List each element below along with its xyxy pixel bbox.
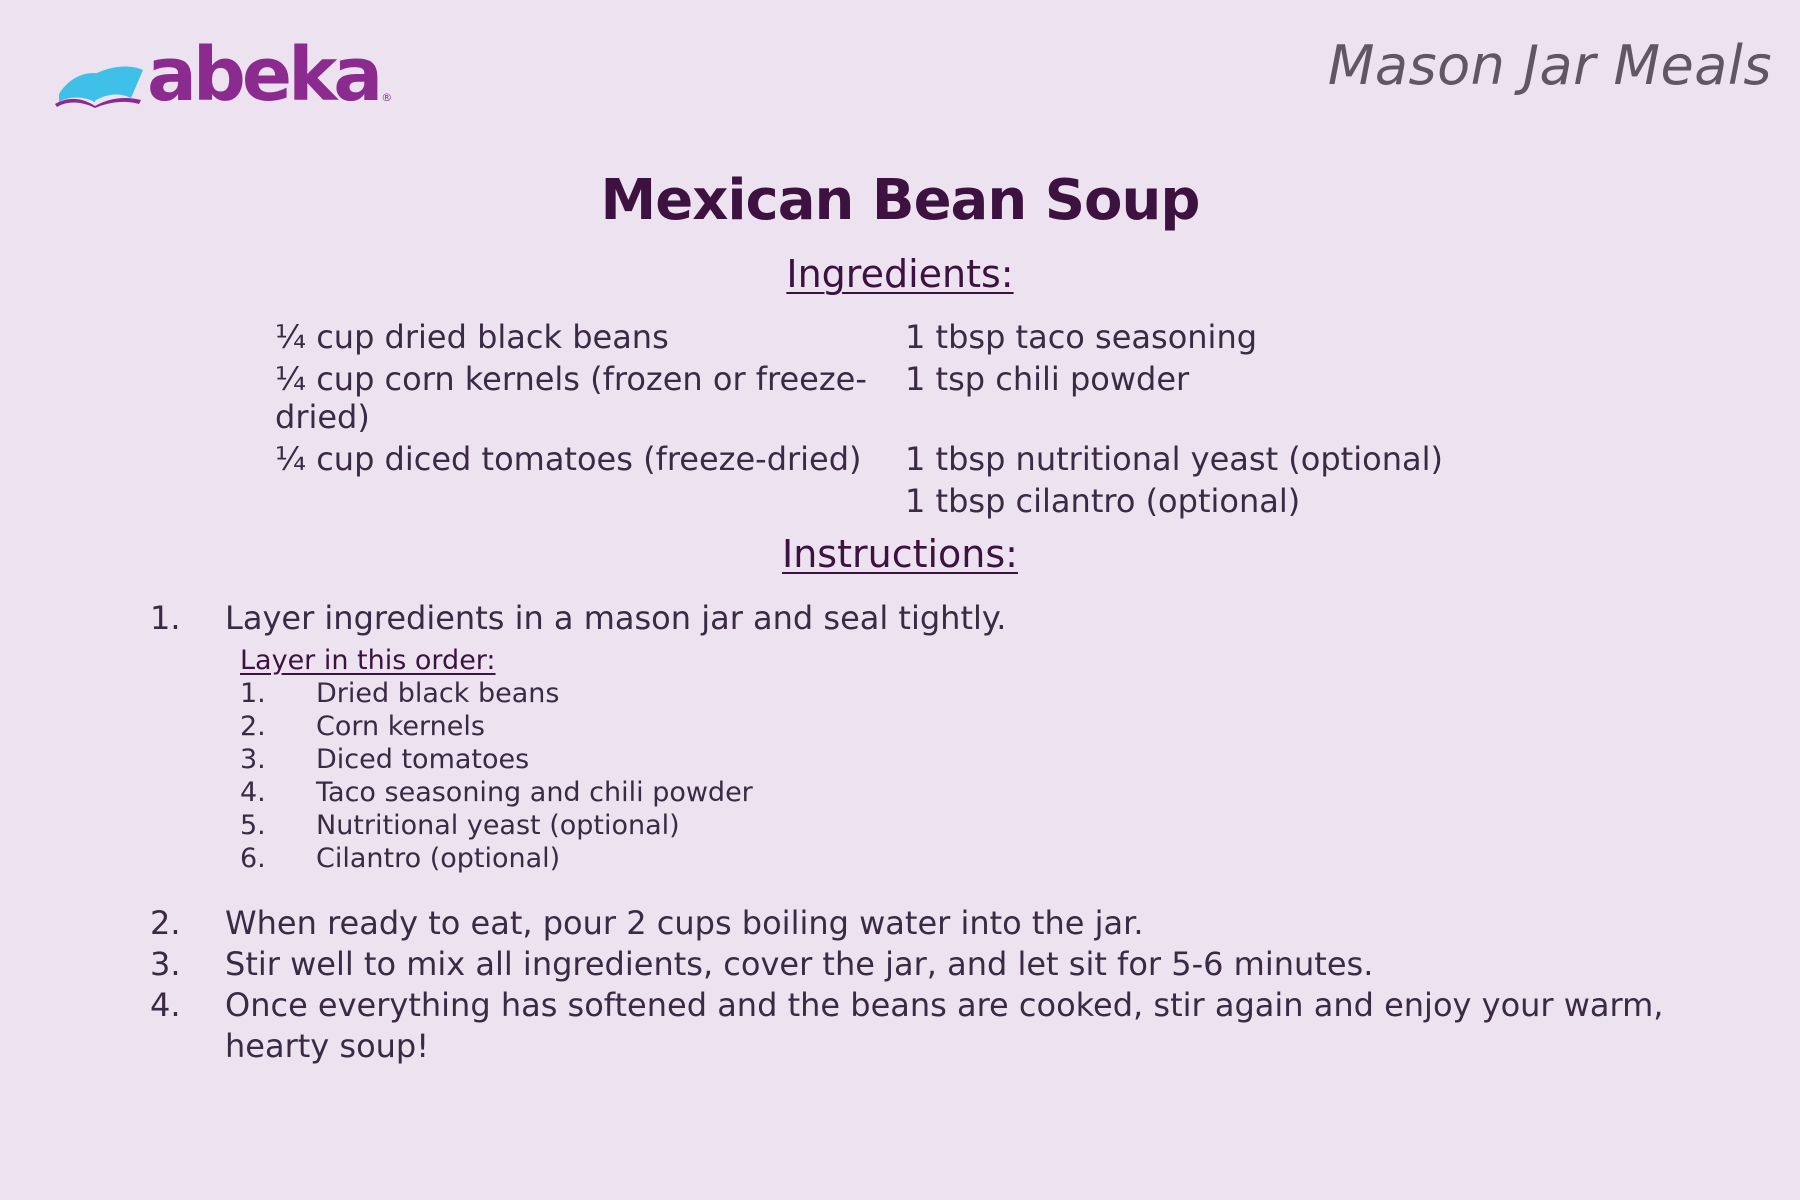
step-text: When ready to eat, pour 2 cups boiling water into the jar. — [225, 904, 1144, 942]
ingredient-item: ¼ cup dried black beans — [275, 318, 669, 356]
ingredient-item: 1 tbsp nutritional yeast (optional) — [905, 440, 1443, 478]
ingredient-item — [275, 482, 905, 524]
layer-text: Cilantro (optional) — [316, 843, 561, 874]
ingredient-item: 1 tsp chili powder — [905, 360, 1190, 398]
layer-text: Corn kernels — [316, 711, 485, 742]
layer-number: 1. — [240, 678, 266, 709]
step-number: 3. — [150, 945, 181, 983]
layer-number: 4. — [240, 777, 266, 808]
ingredient-item: ¼ cup diced tomatoes (freeze-dried) — [275, 440, 862, 478]
layer-number: 2. — [240, 711, 266, 742]
abeka-logo — [55, 32, 393, 118]
layer-number: 3. — [240, 744, 266, 775]
layer-text: Taco seasoning and chili powder — [316, 777, 753, 808]
layer-text: Nutritional yeast (optional) — [316, 810, 680, 841]
registered-mark: ® — [381, 91, 393, 104]
instructions-list — [150, 598, 1670, 1067]
open-book-icon — [55, 44, 145, 108]
step-text: Layer ingredients in a mason jar and seal tightly. — [225, 599, 1007, 637]
ingredient-item: 1 tbsp cilantro (optional) — [905, 482, 1301, 520]
layer-number: 6. — [240, 843, 266, 874]
step-text: Stir well to mix all ingredients, cover the jar, and let sit for 5-6 minutes. — [225, 945, 1374, 983]
layer-order-heading: Layer in this order: — [240, 645, 496, 676]
step-number: 1. — [150, 599, 181, 637]
layer-item — [240, 710, 1670, 743]
layer-order-block — [240, 645, 1670, 875]
step-number: 4. — [150, 986, 181, 1024]
recipe-title: Mexican Bean Soup — [600, 168, 1200, 233]
series-title: Mason Jar Meals — [1327, 34, 1772, 97]
step-text: Once everything has softened and the beans are cooked, stir again and enjoy your warm, hearty soup! — [225, 986, 1664, 1065]
instruction-step — [150, 598, 1670, 639]
step-number: 2. — [150, 904, 181, 942]
instruction-step — [150, 903, 1670, 944]
ingredients-heading: Ingredients: — [786, 252, 1014, 296]
layer-item — [240, 842, 1670, 875]
ingredient-item: ¼ cup corn kernels (frozen or freeze-dried) — [275, 360, 867, 436]
layer-text: Dried black beans — [316, 678, 560, 709]
instructions-heading: Instructions: — [782, 532, 1018, 576]
layer-item — [240, 743, 1670, 776]
instruction-step — [150, 985, 1670, 1067]
ingredient-item: 1 tbsp taco seasoning — [905, 318, 1258, 356]
layer-item — [240, 677, 1670, 710]
layer-item — [240, 809, 1670, 842]
instruction-step — [150, 944, 1670, 985]
layer-number: 5. — [240, 810, 266, 841]
logo-wordmark: abeka — [147, 32, 380, 118]
layer-item — [240, 776, 1670, 809]
ingredients-list — [275, 318, 1475, 524]
layer-text: Diced tomatoes — [316, 744, 530, 775]
